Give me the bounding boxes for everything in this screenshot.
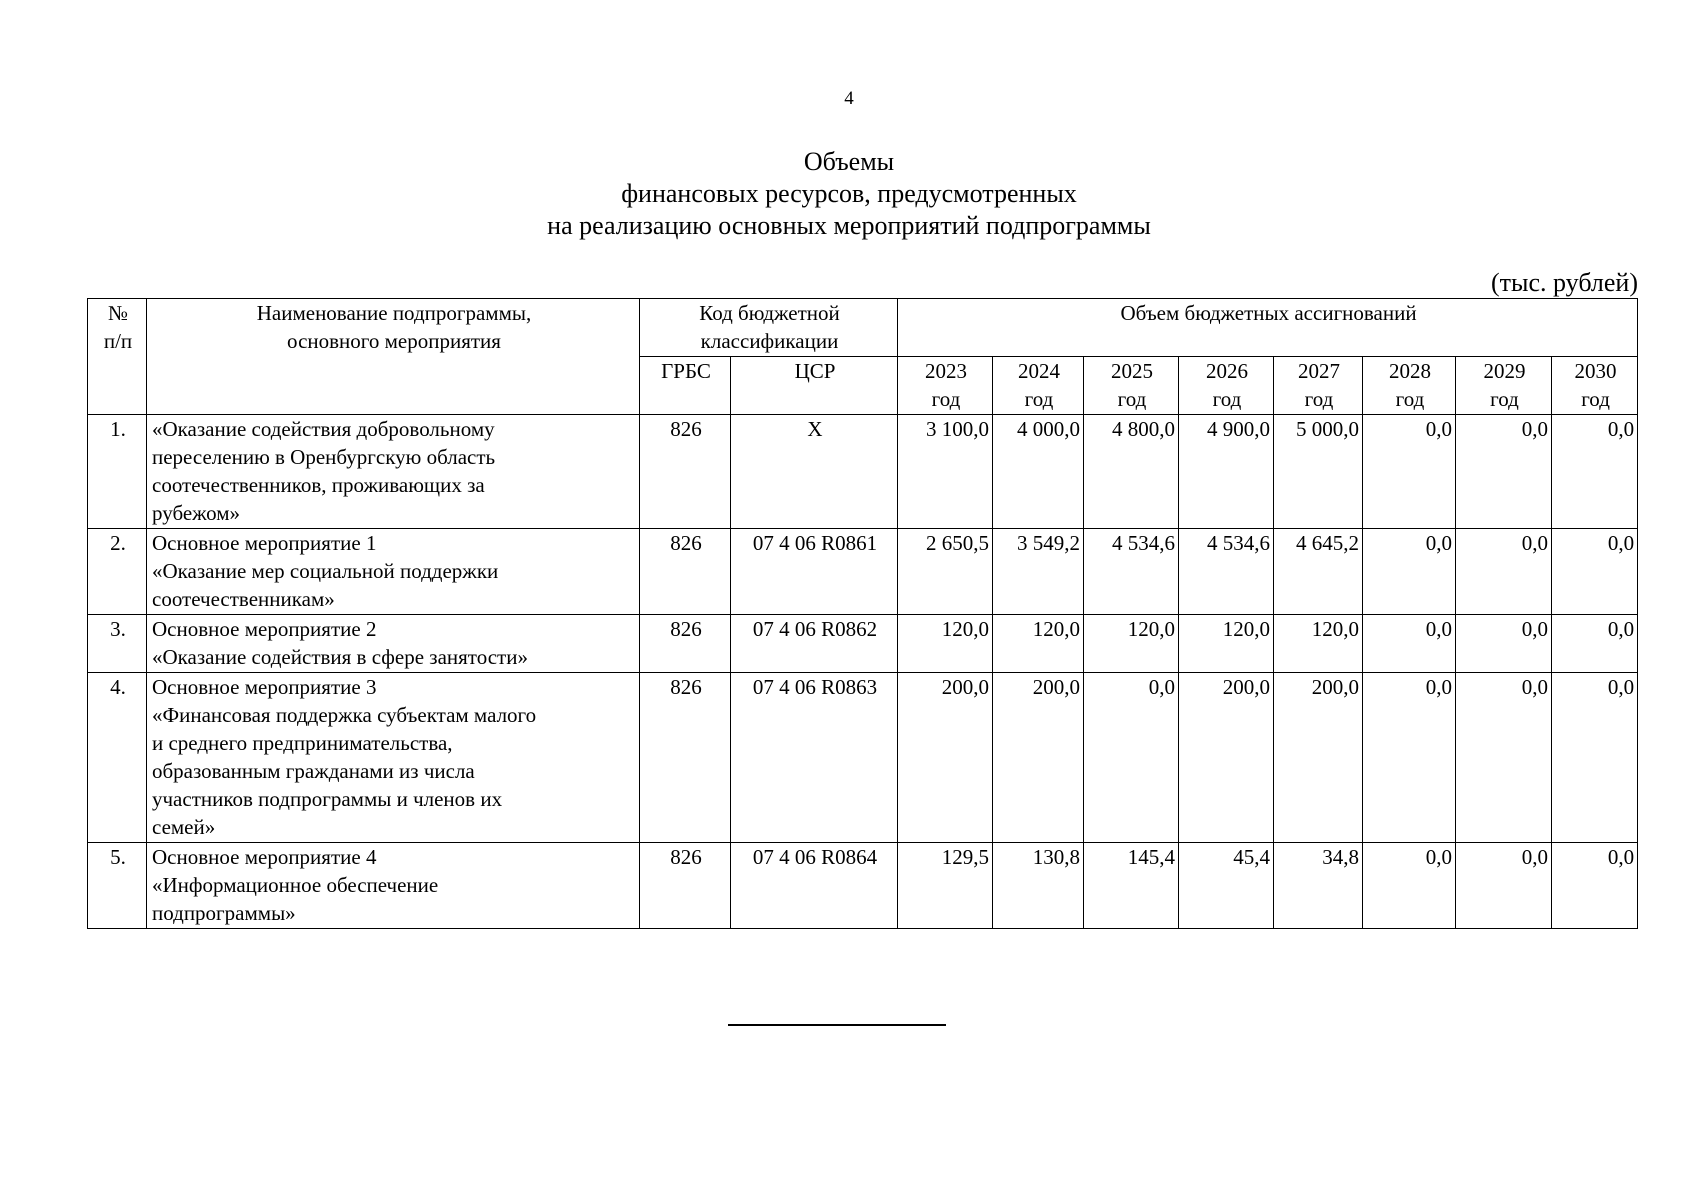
- row-grbs: 826: [640, 615, 731, 673]
- budget-table: [87, 298, 1638, 929]
- year-label: 2024: [1018, 359, 1060, 383]
- year-label: 2026: [1206, 359, 1248, 383]
- row-value-2024: 200,0: [993, 673, 1084, 843]
- row-name-line: переселению в Оренбургскую область: [152, 445, 496, 469]
- row-name: [147, 415, 640, 529]
- year-unit: год: [1490, 387, 1519, 411]
- year-unit: год: [1581, 387, 1610, 411]
- row-value-2028: 0,0: [1363, 415, 1456, 529]
- row-value-2027: 4 645,2: [1274, 529, 1363, 615]
- header-year-2028: [1363, 357, 1456, 415]
- row-value-2026: 120,0: [1179, 615, 1274, 673]
- row-value-2024: 120,0: [993, 615, 1084, 673]
- header-num: [88, 299, 147, 415]
- row-value-2027: 200,0: [1274, 673, 1363, 843]
- row-value-2029: 0,0: [1456, 529, 1552, 615]
- row-name-line: Основное мероприятие 1: [152, 531, 377, 555]
- year-label: 2027: [1298, 359, 1340, 383]
- year-label: 2029: [1483, 359, 1526, 383]
- table-row: [88, 673, 1638, 843]
- row-value-2028: 0,0: [1363, 529, 1456, 615]
- row-value-2028: 0,0: [1363, 615, 1456, 673]
- table-body: [88, 415, 1638, 929]
- row-value-2024: 4 000,0: [993, 415, 1084, 529]
- row-csr: 07 4 06 R0864: [731, 843, 898, 929]
- page-number: 4: [844, 88, 854, 109]
- header-year-2030: [1552, 357, 1638, 415]
- row-value-2027: 5 000,0: [1274, 415, 1363, 529]
- row-value-2027: 34,8: [1274, 843, 1363, 929]
- row-value-2025: 145,4: [1084, 843, 1179, 929]
- row-grbs: 826: [640, 415, 731, 529]
- header-code-line-2: классификации: [700, 329, 839, 353]
- year-unit: год: [1117, 387, 1147, 411]
- row-value-2024: 130,8: [993, 843, 1084, 929]
- bottom-rule: [728, 1024, 946, 1026]
- row-name-line: и среднего предпринимательства,: [152, 731, 453, 755]
- row-value-2029: 0,0: [1456, 843, 1552, 929]
- header-year-2025: [1084, 357, 1179, 415]
- row-value-2029: 0,0: [1456, 673, 1552, 843]
- row-name: [147, 529, 640, 615]
- year-unit: год: [931, 387, 961, 411]
- row-value-2029: 0,0: [1456, 615, 1552, 673]
- table-row: [88, 843, 1638, 929]
- year-label: 2028: [1389, 359, 1431, 383]
- row-value-2026: 200,0: [1179, 673, 1274, 843]
- year-unit: год: [1395, 387, 1425, 411]
- year-label: 2030: [1574, 359, 1617, 383]
- row-value-2030: 0,0: [1552, 843, 1638, 929]
- row-value-2025: 4 534,6: [1084, 529, 1179, 615]
- row-csr: 07 4 06 R0863: [731, 673, 898, 843]
- row-number: 1.: [88, 415, 147, 529]
- row-value-2024: 3 549,2: [993, 529, 1084, 615]
- header-num-line-1: №: [107, 301, 129, 325]
- header-name-line-1: Наименование подпрограммы,: [256, 301, 532, 325]
- header-name-line-2: основного мероприятия: [287, 329, 501, 353]
- row-name: [147, 615, 640, 673]
- title-line-2: финансовых ресурсов, предусмотренных: [621, 179, 1077, 208]
- row-name-line: Основное мероприятие 2: [152, 617, 377, 641]
- header-year-2027: [1274, 357, 1363, 415]
- title-line-3: на реализацию основных мероприятий подпрограммы: [547, 211, 1151, 240]
- row-value-2030: 0,0: [1552, 615, 1638, 673]
- row-value-2026: 4 534,6: [1179, 529, 1274, 615]
- row-name-line: «Оказание содействия добровольному: [152, 417, 495, 441]
- header-year-2029: [1456, 357, 1552, 415]
- row-number: 5.: [88, 843, 147, 929]
- row-name-line: Основное мероприятие 3: [152, 675, 377, 699]
- row-name: [147, 843, 640, 929]
- row-name-line: «Оказание мер социальной поддержки: [152, 559, 499, 583]
- header-name: [147, 299, 640, 415]
- year-label: 2025: [1111, 359, 1153, 383]
- row-grbs: 826: [640, 529, 731, 615]
- row-value-2029: 0,0: [1456, 415, 1552, 529]
- row-value-2026: 4 900,0: [1179, 415, 1274, 529]
- row-name-line: рубежом»: [152, 501, 241, 525]
- row-name-line: соотечественников, проживающих за: [152, 473, 485, 497]
- row-value-2023: 129,5: [898, 843, 993, 929]
- row-value-2028: 0,0: [1363, 673, 1456, 843]
- row-value-2023: 200,0: [898, 673, 993, 843]
- row-csr: Х: [731, 415, 898, 529]
- table-header: [88, 299, 1638, 415]
- header-row-1: [88, 299, 1638, 357]
- row-name: [147, 673, 640, 843]
- year-unit: год: [1304, 387, 1334, 411]
- row-value-2025: 0,0: [1084, 673, 1179, 843]
- row-value-2030: 0,0: [1552, 673, 1638, 843]
- row-value-2025: 120,0: [1084, 615, 1179, 673]
- row-name-line: Основное мероприятие 4: [152, 845, 377, 869]
- row-number: 4.: [88, 673, 147, 843]
- header-volume: Объем бюджетных ассигнований: [898, 299, 1638, 357]
- row-name-line: «Оказание содействия в сфере занятости»: [152, 645, 528, 669]
- row-name-line: образованным гражданами из числа: [152, 759, 475, 783]
- row-value-2027: 120,0: [1274, 615, 1363, 673]
- row-value-2023: 3 100,0: [898, 415, 993, 529]
- header-year-2026: [1179, 357, 1274, 415]
- header-year-2024: [993, 357, 1084, 415]
- row-number: 2.: [88, 529, 147, 615]
- header-num-line-2: п/п: [103, 329, 133, 353]
- row-number: 3.: [88, 615, 147, 673]
- row-value-2025: 4 800,0: [1084, 415, 1179, 529]
- header-csr: ЦСР: [731, 357, 898, 415]
- document-title: [0, 146, 1698, 242]
- year-unit: год: [1024, 387, 1054, 411]
- row-value-2023: 120,0: [898, 615, 993, 673]
- row-value-2030: 0,0: [1552, 529, 1638, 615]
- row-grbs: 826: [640, 673, 731, 843]
- row-name-line: подпрограммы»: [152, 901, 296, 925]
- row-csr: 07 4 06 R0861: [731, 529, 898, 615]
- row-name-line: «Финансовая поддержка субъектам малого: [152, 703, 537, 727]
- row-value-2028: 0,0: [1363, 843, 1456, 929]
- header-code: [640, 299, 898, 357]
- header-grbs: ГРБС: [640, 357, 731, 415]
- table-row: [88, 615, 1638, 673]
- row-grbs: 826: [640, 843, 731, 929]
- year-unit: год: [1212, 387, 1242, 411]
- header-year-2023: [898, 357, 993, 415]
- table-row: [88, 529, 1638, 615]
- units-label: (тыс. рублей): [1490, 268, 1638, 297]
- row-name-line: семей»: [152, 815, 216, 839]
- row-value-2030: 0,0: [1552, 415, 1638, 529]
- header-code-line-1: Код бюджетной: [699, 301, 840, 325]
- row-name-line: соотечественникам»: [152, 587, 335, 611]
- row-name-line: участников подпрограммы и членов их: [152, 787, 503, 811]
- year-label: 2023: [925, 359, 967, 383]
- row-value-2026: 45,4: [1179, 843, 1274, 929]
- title-line-1: Объемы: [803, 147, 895, 176]
- row-csr: 07 4 06 R0862: [731, 615, 898, 673]
- row-value-2023: 2 650,5: [898, 529, 993, 615]
- row-name-line: «Информационное обеспечение: [152, 873, 439, 897]
- table-row: [88, 415, 1638, 529]
